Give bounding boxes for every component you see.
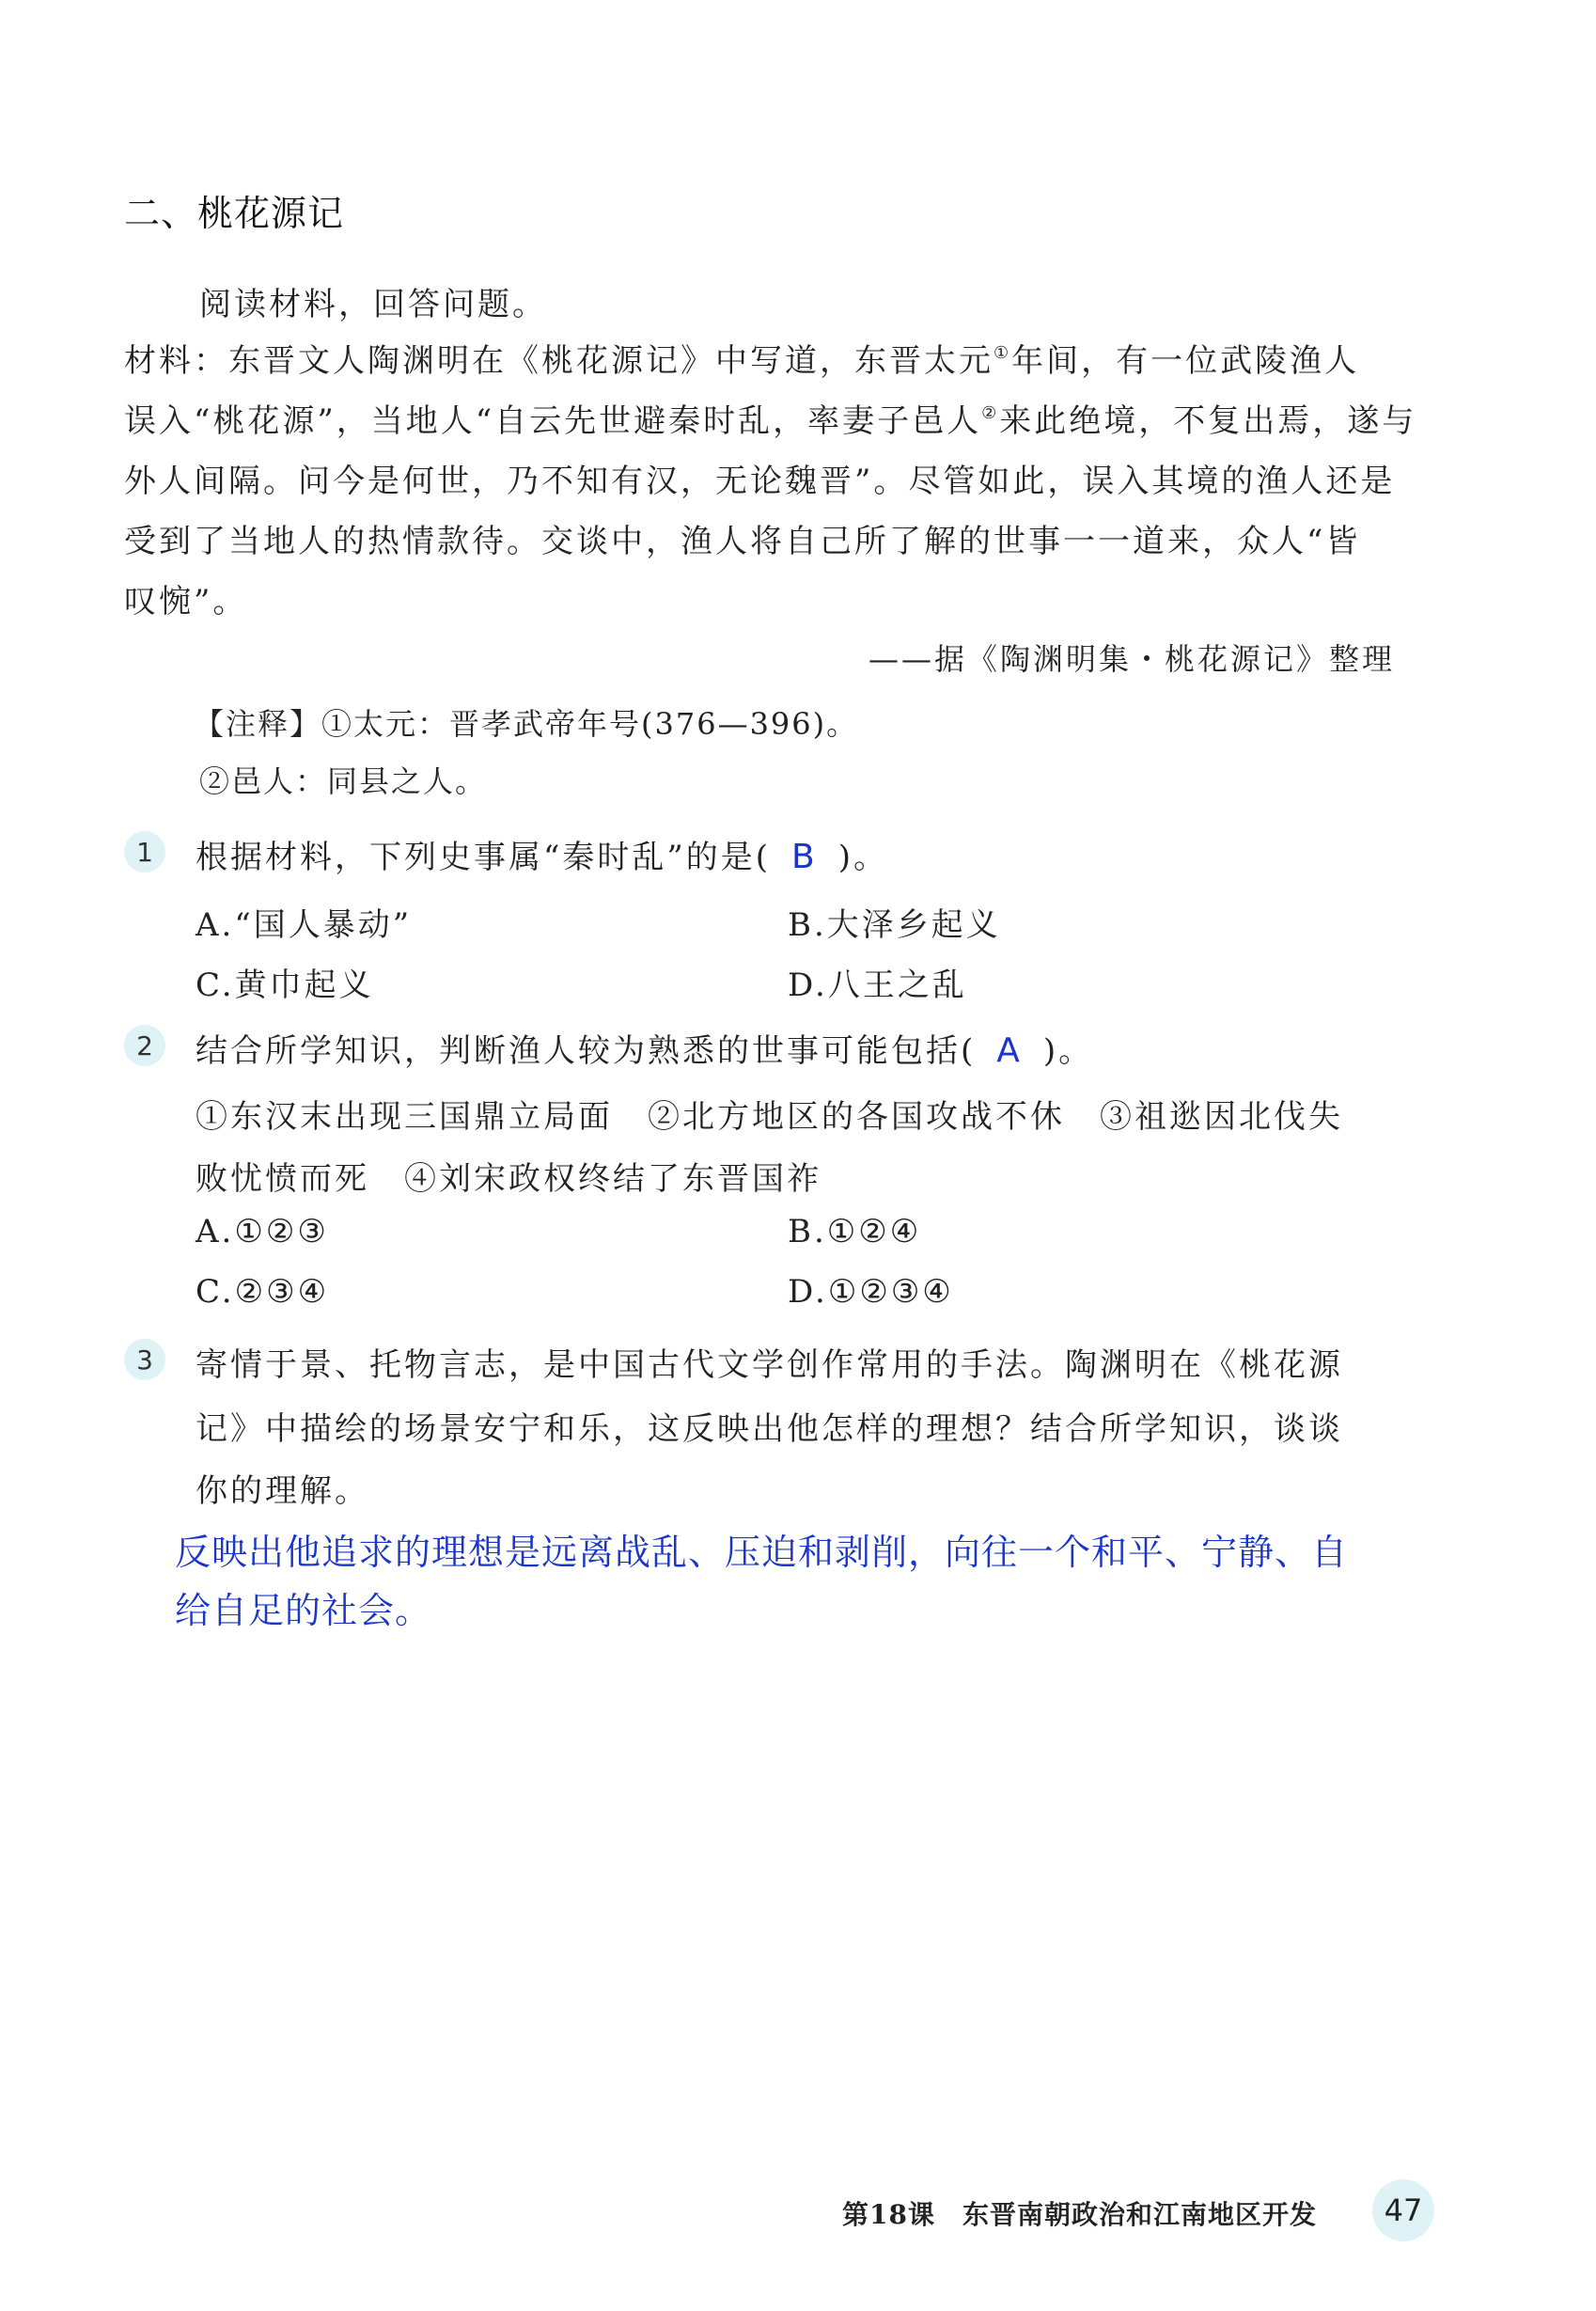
question-2-statement-line: 败忧愤而死 ④刘宋政权终结了东晋国祚 [196,1160,821,1198]
option-b: B.①②④ [788,1213,922,1250]
option-c: C.黄巾起义 [196,967,374,1004]
question-number-badge: 2 [124,1025,165,1066]
question-2-stem: 结合所学知识，判断渔人较为熟悉的世事可能包括( A )。 [196,1031,1094,1070]
material-source: ——据《陶渊明集・桃花源记》整理 [868,641,1395,677]
footnote-mark-2: ② [981,403,1000,423]
footer-lesson-title: 第18课 东晋南朝政治和江南地区开发 [842,2199,1317,2230]
footnote-mark-1: ① [994,343,1012,363]
material-passage [124,331,1440,632]
question-2-statement-line: ①东汉末出现三国鼎立局面 ②北方地区的各国攻战不休 ③祖逖因北伐失 [196,1098,1343,1136]
question-2-answer: A [996,1031,1023,1070]
question-3-stem-line: 寄情于景、托物言志，是中国古代文学创作常用的手法。陶渊明在《桃花源 [196,1346,1343,1384]
material-line: 误入“桃花源”，当地人“自云先世避秦时乱，率妻子邑人②来此绝境，不复出焉，遂与 [124,402,1417,440]
option-a: A.“国人暴动” [196,906,413,944]
material-line: 叹惋”。 [124,583,248,621]
question-1-answer: B [791,838,818,876]
annotation-1: 【注释】①太元：晋孝武帝年号(376—396)。 [194,706,859,742]
option-d: D.八王之乱 [788,967,967,1004]
option-b: B.大泽乡起义 [788,906,1001,944]
question-3-stem-line: 你的理解。 [196,1472,369,1510]
question-1-stem: 根据材料，下列史事属“秦时乱”的是( B )。 [196,838,888,876]
question-number-badge: 3 [124,1339,165,1380]
material-line: 外人间隔。问今是何世，乃不知有汉，无论魏晋”。尽管如此，误入其境的渔人还是 [124,463,1396,500]
question-number-badge: 1 [124,831,165,873]
option-a: A.①②③ [196,1213,329,1250]
question-3-stem-line: 记》中描绘的场景安宁和乐，这反映出他怎样的理想？结合所学知识，谈谈 [196,1410,1343,1448]
section-title: 二、桃花源记 [124,193,345,234]
material-line: 受到了当地人的热情款待。交谈中，渔人将自己所了解的世事一一道来，众人“皆 [124,523,1361,560]
material-line: 材料：东晋文人陶渊明在《桃花源记》中写道，东晋太元①年间，有一位武陵渔人 [124,342,1360,380]
page-number: 47 [1372,2179,1434,2241]
reading-instruction: 阅读材料，回答问题。 [199,286,547,323]
question-3-written-answer: 反映出他追求的理想是远离战乱、压迫和剥削，向往一个和平、宁静、自 给自足的社会。 [175,1532,1349,1631]
annotation-2: ②邑人：同县之人。 [199,763,488,799]
option-c: C.②③④ [196,1273,330,1311]
option-d: D.①②③④ [788,1273,954,1311]
